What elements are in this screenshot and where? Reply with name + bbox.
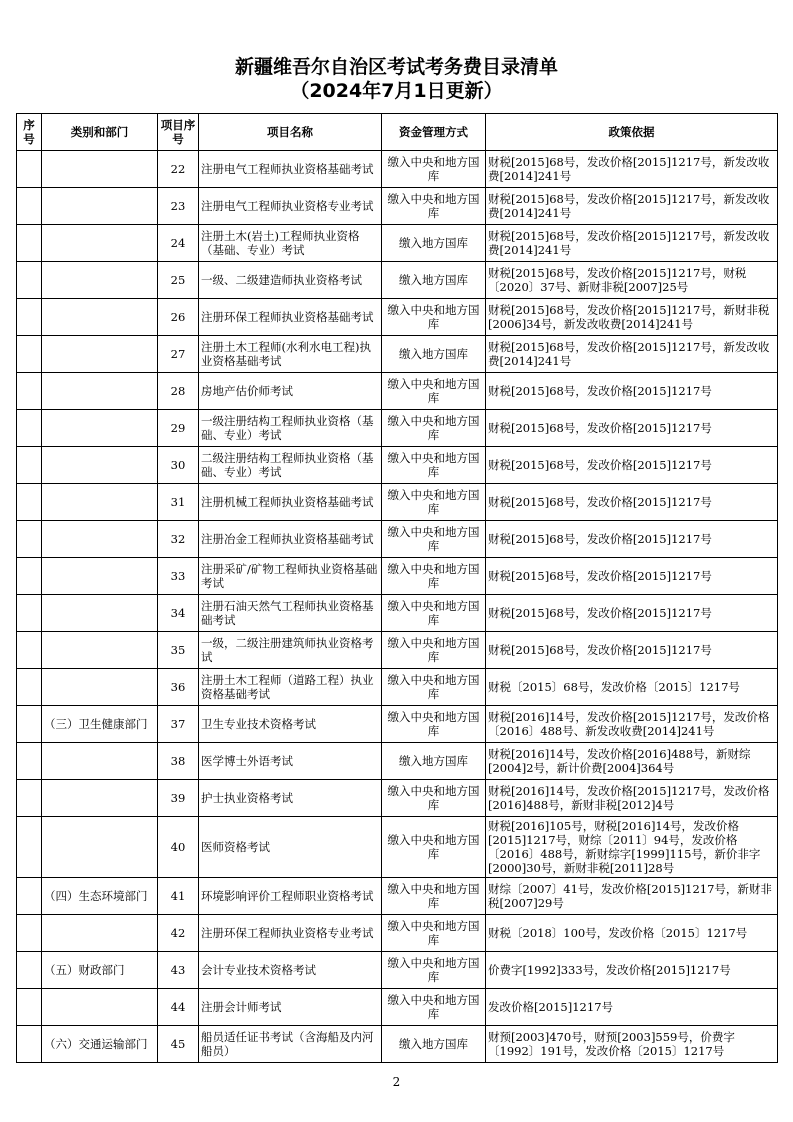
cell-seq: [17, 706, 42, 743]
cell-fund-management: 缴入中央和地方国库: [382, 595, 486, 632]
cell-item-no: 31: [158, 484, 199, 521]
cell-seq: [17, 632, 42, 669]
cell-seq: [17, 1026, 42, 1063]
cell-fund-management: 缴入中央和地方国库: [382, 447, 486, 484]
cell-fund-management: 缴入中央和地方国库: [382, 952, 486, 989]
cell-seq: [17, 188, 42, 225]
cell-item-no: 39: [158, 780, 199, 817]
cell-dept: [42, 373, 158, 410]
table-row: [17, 188, 778, 225]
cell-fund-management: 缴入地方国库: [382, 1026, 486, 1063]
cell-item-name: 一级注册结构工程师执业资格（基础、专业）考试: [199, 410, 382, 447]
cell-dept: [42, 447, 158, 484]
cell-item-name: 注册会计师考试: [199, 989, 382, 1026]
cell-seq: [17, 817, 42, 878]
cell-policy-basis: 财税[2015]68号，发改价格[2015]1217号: [486, 595, 778, 632]
cell-item-no: 23: [158, 188, 199, 225]
cell-dept: [42, 484, 158, 521]
page-number: 2: [392, 1075, 401, 1089]
cell-item-no: 24: [158, 225, 199, 262]
cell-fund-management: 缴入中央和地方国库: [382, 780, 486, 817]
cell-seq: [17, 595, 42, 632]
cell-item-name: 注册采矿/矿物工程师执业资格基础考试: [199, 558, 382, 595]
table-row: [17, 632, 778, 669]
cell-item-no: 30: [158, 447, 199, 484]
cell-item-no: 28: [158, 373, 199, 410]
cell-item-no: 44: [158, 989, 199, 1026]
table-body: [17, 151, 778, 1063]
cell-seq: [17, 669, 42, 706]
cell-fund-management: 缴入地方国库: [382, 262, 486, 299]
cell-item-name: 一级，二级注册建筑师执业资格考试: [199, 632, 382, 669]
cell-seq: [17, 743, 42, 780]
table-row: [17, 225, 778, 262]
cell-policy-basis: 财税〔2018〕100号，发改价格〔2015〕1217号: [486, 915, 778, 952]
cell-policy-basis: 财预[2003]470号，财预[2003]559号，价费字〔1992〕191号，发改价格〔2015〕1217号: [486, 1026, 778, 1063]
cell-item-no: 32: [158, 521, 199, 558]
cell-seq: [17, 447, 42, 484]
cell-dept: [42, 915, 158, 952]
cell-item-name: 注册环保工程师执业资格专业考试: [199, 915, 382, 952]
cell-dept: （三）卫生健康部门: [42, 706, 158, 743]
cell-dept: [42, 188, 158, 225]
table-row: [17, 447, 778, 484]
cell-fund-management: 缴入中央和地方国库: [382, 188, 486, 225]
header-fund-management: 资金管理方式: [382, 114, 486, 151]
cell-dept: [42, 225, 158, 262]
cell-fund-management: 缴入地方国库: [382, 336, 486, 373]
cell-policy-basis: 财税[2015]68号，发改价格[2015]1217号，新发改收费[2014]241号: [486, 336, 778, 373]
cell-dept: [42, 558, 158, 595]
cell-policy-basis: 财税[2016]105号，财税[2016]14号，发改价格[2015]1217号，财综〔2011〕94号，发改价格〔2016〕488号，新财综字[1999]115号，新价非字[2000]30号，新财非税[2011]28号: [486, 817, 778, 878]
cell-seq: [17, 373, 42, 410]
cell-seq: [17, 262, 42, 299]
cell-policy-basis: 财税[2016]14号，发改价格[2015]1217号，发改价格[2016]488号，新财非税[2012]4号: [486, 780, 778, 817]
cell-policy-basis: 财税[2015]68号，发改价格[2015]1217号，财税〔2020〕37号、新财非税[2007]25号: [486, 262, 778, 299]
cell-seq: [17, 878, 42, 915]
cell-item-no: 22: [158, 151, 199, 188]
table-row: [17, 558, 778, 595]
cell-item-name: 注册环保工程师执业资格基础考试: [199, 299, 382, 336]
cell-dept: [42, 299, 158, 336]
cell-item-name: 注册土木(岩土)工程师执业资格（基础、专业）考试: [199, 225, 382, 262]
cell-item-name: 二级注册结构工程师执业资格（基础、专业）考试: [199, 447, 382, 484]
cell-dept: [42, 336, 158, 373]
cell-item-name: 注册冶金工程师执业资格基础考试: [199, 521, 382, 558]
cell-item-no: 26: [158, 299, 199, 336]
table-row: [17, 299, 778, 336]
cell-seq: [17, 336, 42, 373]
cell-fund-management: 缴入中央和地方国库: [382, 484, 486, 521]
cell-policy-basis: 财税[2015]68号，发改价格[2015]1217号，新发改收费[2014]241号: [486, 188, 778, 225]
cell-policy-basis: 财税[2015]68号，发改价格[2015]1217号: [486, 410, 778, 447]
cell-item-no: 34: [158, 595, 199, 632]
table-row: [17, 669, 778, 706]
cell-item-name: 注册电气工程师执业资格专业考试: [199, 188, 382, 225]
cell-fund-management: 缴入中央和地方国库: [382, 558, 486, 595]
cell-item-name: 医师资格考试: [199, 817, 382, 878]
table-row: [17, 336, 778, 373]
cell-seq: [17, 151, 42, 188]
cell-fund-management: 缴入中央和地方国库: [382, 817, 486, 878]
cell-item-no: 40: [158, 817, 199, 878]
cell-seq: [17, 558, 42, 595]
cell-dept: [42, 151, 158, 188]
cell-dept: （六）交通运输部门: [42, 1026, 158, 1063]
cell-dept: （五）财政部门: [42, 952, 158, 989]
header-seq: 序号: [17, 114, 42, 151]
cell-fund-management: 缴入地方国库: [382, 743, 486, 780]
cell-fund-management: 缴入中央和地方国库: [382, 151, 486, 188]
table-row: [17, 915, 778, 952]
cell-item-no: 41: [158, 878, 199, 915]
cell-policy-basis: 财税[2015]68号，发改价格[2015]1217号: [486, 373, 778, 410]
table-header-row: [17, 114, 778, 151]
cell-policy-basis: 财税[2015]68号，发改价格[2015]1217号: [486, 484, 778, 521]
cell-item-name: 一级、二级建造师执业资格考试: [199, 262, 382, 299]
table-row: [17, 373, 778, 410]
cell-fund-management: 缴入中央和地方国库: [382, 669, 486, 706]
table-row: [17, 989, 778, 1026]
cell-dept: （四）生态环境部门: [42, 878, 158, 915]
cell-item-name: 卫生专业技术资格考试: [199, 706, 382, 743]
table-row: [17, 817, 778, 878]
cell-seq: [17, 989, 42, 1026]
table-row: [17, 262, 778, 299]
table-row: [17, 952, 778, 989]
cell-seq: [17, 915, 42, 952]
cell-item-no: 43: [158, 952, 199, 989]
cell-policy-basis: 财税[2016]14号，发改价格[2016]488号，新财综[2004]2号，新计价费[2004]364号: [486, 743, 778, 780]
cell-item-no: 27: [158, 336, 199, 373]
cell-policy-basis: 财税[2015]68号，发改价格[2015]1217号，新财非税[2006]34号，新发改收费[2014]241号: [486, 299, 778, 336]
cell-dept: [42, 410, 158, 447]
cell-dept: [42, 595, 158, 632]
cell-seq: [17, 952, 42, 989]
cell-fund-management: 缴入中央和地方国库: [382, 989, 486, 1026]
table-row: [17, 521, 778, 558]
cell-fund-management: 缴入地方国库: [382, 225, 486, 262]
cell-item-no: 33: [158, 558, 199, 595]
cell-policy-basis: 财税[2015]68号，发改价格[2015]1217号，新发改收费[2014]241号: [486, 225, 778, 262]
header-policy-basis: 政策依据: [486, 114, 778, 151]
header-item-no: 项目序号: [158, 114, 199, 151]
cell-policy-basis: 发改价格[2015]1217号: [486, 989, 778, 1026]
cell-item-no: 25: [158, 262, 199, 299]
cell-fund-management: 缴入中央和地方国库: [382, 915, 486, 952]
cell-seq: [17, 521, 42, 558]
cell-seq: [17, 299, 42, 336]
cell-dept: [42, 780, 158, 817]
table-row: [17, 1026, 778, 1063]
cell-seq: [17, 780, 42, 817]
cell-seq: [17, 225, 42, 262]
cell-fund-management: 缴入中央和地方国库: [382, 878, 486, 915]
cell-dept: [42, 262, 158, 299]
cell-dept: [42, 521, 158, 558]
cell-item-no: 45: [158, 1026, 199, 1063]
cell-fund-management: 缴入中央和地方国库: [382, 706, 486, 743]
fee-catalog-table: [16, 113, 778, 1063]
header-dept: 类别和部门: [42, 114, 158, 151]
cell-fund-management: 缴入中央和地方国库: [382, 521, 486, 558]
cell-item-name: 注册土木工程师(水利水电工程)执业资格基础考试: [199, 336, 382, 373]
cell-item-name: 注册石油天然气工程师执业资格基础考试: [199, 595, 382, 632]
cell-policy-basis: 财税[2015]68号，发改价格[2015]1217号: [486, 521, 778, 558]
table-row: [17, 151, 778, 188]
cell-item-no: 37: [158, 706, 199, 743]
cell-dept: [42, 743, 158, 780]
cell-item-no: 38: [158, 743, 199, 780]
cell-item-no: 36: [158, 669, 199, 706]
cell-item-no: 35: [158, 632, 199, 669]
cell-item-name: 注册电气工程师执业资格基础考试: [199, 151, 382, 188]
header-item-name: 项目名称: [199, 114, 382, 151]
cell-item-name: 船员适任证书考试（含海船及内河船员）: [199, 1026, 382, 1063]
cell-seq: [17, 410, 42, 447]
cell-policy-basis: 财税[2015]68号，发改价格[2015]1217号: [486, 447, 778, 484]
cell-item-no: 29: [158, 410, 199, 447]
cell-dept: [42, 989, 158, 1026]
cell-item-name: 注册土木工程师（道路工程）执业资格基础考试: [199, 669, 382, 706]
table-row: [17, 780, 778, 817]
cell-fund-management: 缴入中央和地方国库: [382, 373, 486, 410]
cell-policy-basis: 财税[2015]68号，发改价格[2015]1217号: [486, 558, 778, 595]
cell-item-name: 医学博士外语考试: [199, 743, 382, 780]
cell-fund-management: 缴入中央和地方国库: [382, 410, 486, 447]
table-row: [17, 706, 778, 743]
document-title: 新疆维吾尔自治区考试考务费目录清单: [234, 56, 558, 78]
cell-policy-basis: 财税[2015]68号，发改价格[2015]1217号: [486, 632, 778, 669]
cell-policy-basis: 财税[2016]14号，发改价格[2015]1217号，发改价格〔2016〕488号、新发改收费[2014]241号: [486, 706, 778, 743]
cell-item-name: 护士执业资格考试: [199, 780, 382, 817]
cell-item-name: 注册机械工程师执业资格基础考试: [199, 484, 382, 521]
cell-policy-basis: 价费字[1992]333号，发改价格[2015]1217号: [486, 952, 778, 989]
cell-item-name: 环境影响评价工程师职业资格考试: [199, 878, 382, 915]
cell-policy-basis: 财税[2015]68号，发改价格[2015]1217号，新发改收费[2014]241号: [486, 151, 778, 188]
table-row: [17, 410, 778, 447]
cell-dept: [42, 669, 158, 706]
cell-policy-basis: 财税〔2015〕68号，发改价格〔2015〕1217号: [486, 669, 778, 706]
cell-seq: [17, 484, 42, 521]
table-row: [17, 484, 778, 521]
document-subtitle: （2024年7月1日更新）: [290, 80, 503, 102]
cell-item-no: 42: [158, 915, 199, 952]
cell-dept: [42, 632, 158, 669]
table-row: [17, 878, 778, 915]
cell-fund-management: 缴入中央和地方国库: [382, 632, 486, 669]
cell-item-name: 房地产估价师考试: [199, 373, 382, 410]
cell-fund-management: 缴入中央和地方国库: [382, 299, 486, 336]
table-row: [17, 743, 778, 780]
table-row: [17, 595, 778, 632]
cell-dept: [42, 817, 158, 878]
cell-policy-basis: 财综〔2007〕41号，发改价格[2015]1217号，新财非税[2007]29号: [486, 878, 778, 915]
cell-item-name: 会计专业技术资格考试: [199, 952, 382, 989]
